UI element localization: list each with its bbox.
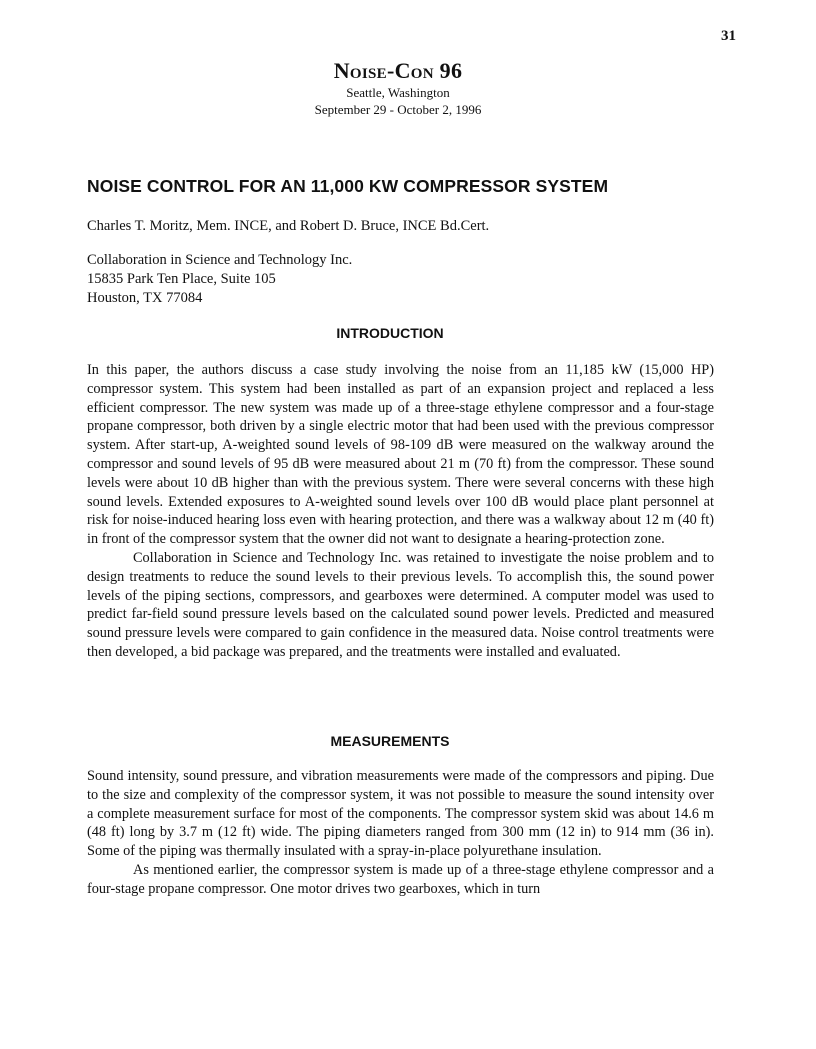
section-heading-measurements: MEASUREMENTS: [330, 733, 450, 749]
affiliation-line: Houston, TX 77084: [87, 290, 203, 306]
author-affiliation: [87, 251, 352, 308]
conference-dates: September 29 - October 2, 1996: [314, 102, 482, 117]
section-heading-introduction: INTRODUCTION: [336, 325, 444, 341]
conference-name: Noise-Con 96: [333, 58, 463, 83]
paragraph: In this paper, the authors discuss a case study involving the noise from an 11,185 kW (15,000 HP) compressor system. This system had been installed as part of an expansion project and replaced a less efficient compressor. The new system was made up of a three-stage ethylene compressor and a four-stage propane compressor, both driven by a single electric motor that had been used with the previous compressor system. After start-up, A-weighted sound levels of 98-109 dB were measured on the walkway around the compressor and sound levels of 95 dB were measured about 21 m (70 ft) from the compressor. These sound levels were about 10 dB higher than with the previous system. There were several concerns with these high sound levels. Extended exposures to A-weighted sound levels over 100 dB would place plant personnel at risk for noise-induced hearing loss even with hearing protection, and there was a walkway about 12 m (40 ft) in front of the compressor system that the owner did not want to designate a hearing-protection zone.: [87, 362, 714, 548]
paragraph: As mentioned earlier, the compressor system is made up of a three-stage ethylene compressor and a four-stage propane compressor. One motor drives two gearboxes, which in turn: [87, 861, 714, 897]
affiliation-line: Collaboration in Science and Technology Inc.: [87, 252, 353, 268]
conference-location: Seattle, Washington: [346, 85, 450, 100]
affiliation-line: 15835 Park Ten Place, Suite 105: [87, 271, 276, 287]
conference-header: [0, 58, 816, 118]
paper-title: NOISE CONTROL FOR AN 11,000 KW COMPRESSOR SYSTEM: [87, 176, 609, 196]
paragraph: Sound intensity, sound pressure, and vibration measurements were made of the compressors and piping. Due to the size and complexity of the compressor system, it was not possible to measure the sound intensity over a complete measurement surface for most of the components. The compressor system skid was about 14.6 m (48 ft) long by 3.7 m (12 ft) wide. The piping diameters ranged from 300 mm (12 in) to 914 mm (36 in). Some of the piping was thermally insulated with a spray-in-place polyurethane insulation.: [87, 768, 714, 860]
paragraph: Collaboration in Science and Technology Inc. was retained to investigate the noise problem and to design treatments to reduce the sound levels to their previous levels. To accomplish this, the sound power levels of the piping sections, compressors, and gearboxes were determined. A computer model was used to predict far-field sound pressure levels based on the calculated sound power levels. Predicted and measured sound pressure levels were compared to gain confidence in the measured data. Noise control treatments were then developed, a bid package was prepared, and the treatments were installed and evaluated.: [87, 549, 714, 660]
page-number: 31: [721, 28, 736, 44]
paper-authors: Charles T. Moritz, Mem. INCE, and Robert D. Bruce, INCE Bd.Cert.: [87, 218, 490, 234]
measurements-body: [87, 767, 714, 899]
introduction-body: [87, 361, 714, 662]
